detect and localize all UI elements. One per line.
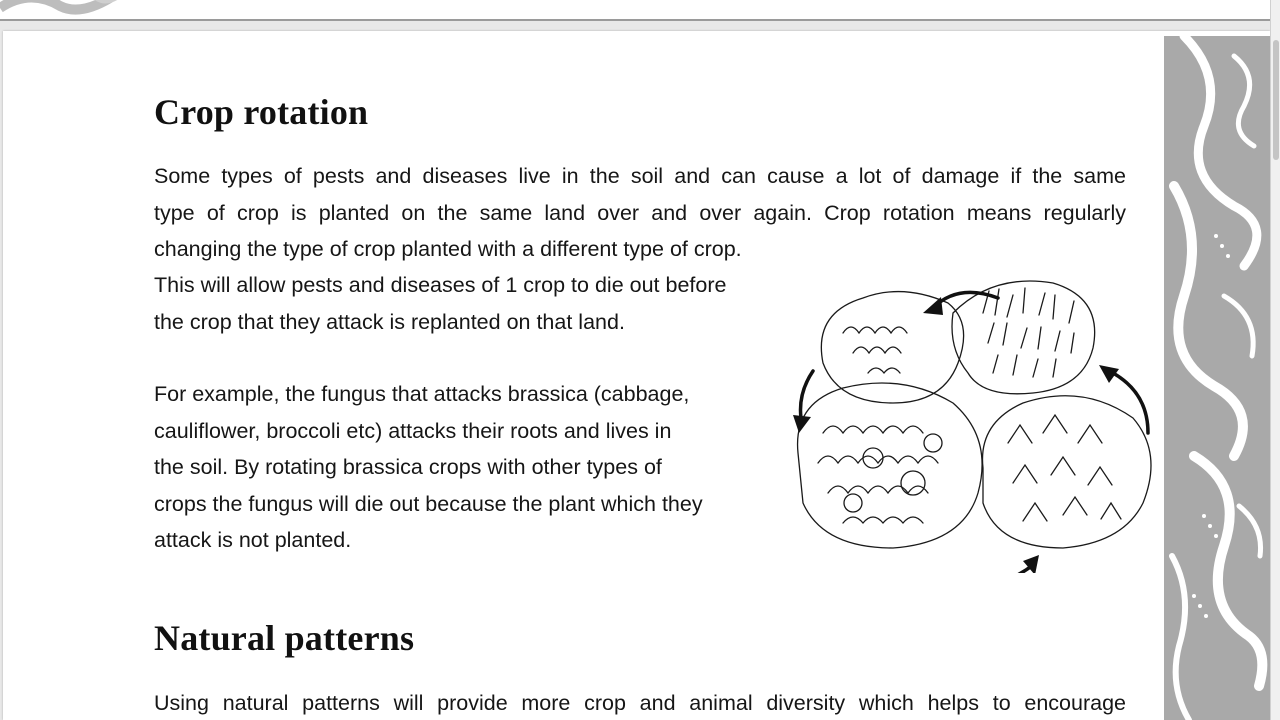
rotation-arrow-icon — [958, 565, 1033, 573]
rotation-arrow-icon — [1113, 373, 1148, 433]
text-line: attack is not planted. — [154, 528, 352, 552]
text-line: the soil. By rotating brassica crops with other types of — [154, 455, 662, 479]
paragraph-brassica-example — [154, 376, 754, 559]
scrollbar-thumb[interactable] — [1273, 40, 1279, 160]
heading-crop-rotation: Crop rotation — [154, 92, 369, 132]
document-page — [3, 31, 1270, 720]
text-line: changing the type of crop planted with a different type of crop. — [154, 237, 742, 261]
heading-natural-patterns: Natural patterns — [154, 618, 415, 658]
previous-page-edge — [0, 0, 1270, 21]
paragraph-crop-rotation-intro — [154, 158, 1126, 268]
rotation-arrow-icon — [933, 292, 998, 308]
text-line: the crop that they attack is replanted on that land. — [154, 309, 625, 334]
text-line: For example, the fungus that attacks brassica (cabbage, — [154, 382, 690, 406]
text-line: cauliflower, broccoli etc) attacks their roots and lives in — [154, 418, 672, 443]
koru-pattern-icon — [1164, 36, 1270, 720]
crop-rotation-garden-beds-illustration — [783, 253, 1163, 573]
text-line: type of crop is planted on the same land over and over again. Crop rotation means regularly — [154, 200, 1126, 225]
garden-bed-outline — [983, 396, 1152, 548]
text-line: This will allow pests and diseases of 1 crop to die out before — [154, 273, 727, 297]
paragraph-natural-patterns: Using natural patterns will provide more crop and animal diversity which helps to encourage — [154, 691, 1126, 715]
vertical-scrollbar[interactable] — [1270, 0, 1280, 720]
koru-corner-decoration — [0, 0, 120, 20]
rotation-arrow-icon — [923, 297, 943, 315]
koru-pattern-border — [1164, 36, 1270, 720]
text-line: crops the fungus will die out because the plant which they — [154, 491, 703, 516]
paragraph-pests-die-out — [154, 267, 794, 340]
garden-bed-outline — [798, 383, 983, 548]
rotation-arrow-icon — [793, 415, 811, 433]
text-line: Some types of pests and diseases live in the soil and can cause a lot of damage if the same — [154, 164, 1126, 188]
